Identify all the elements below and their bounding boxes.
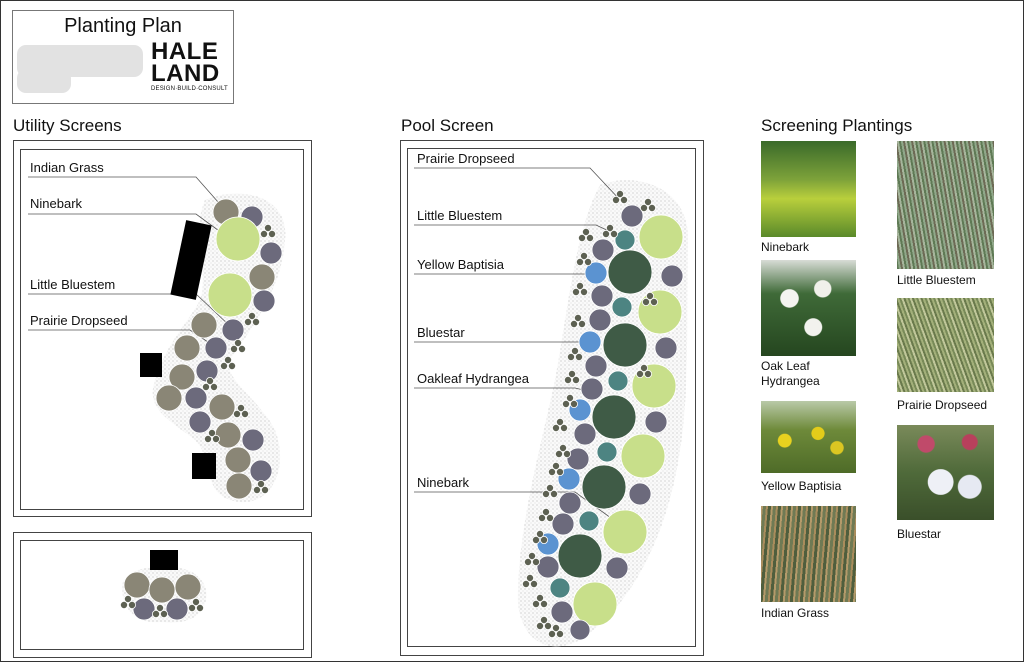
- little-bluestem-plant: [621, 205, 643, 227]
- prairie-dropseed-plant: [202, 383, 209, 390]
- prairie-dropseed-plant: [572, 288, 579, 295]
- indian-grass-plant: [215, 422, 241, 448]
- prairie-dropseed-plant: [575, 353, 582, 360]
- little-bluestem-plant: [253, 290, 275, 312]
- prairie-dropseed-plant: [580, 288, 587, 295]
- prairie-dropseed-plant: [241, 410, 248, 417]
- oakleaf-hydrangea-plant: [550, 578, 570, 598]
- ninebark-plant: [603, 510, 647, 554]
- prairie-dropseed-plant: [524, 558, 531, 565]
- prairie-dropseed-plant: [260, 230, 267, 237]
- prairie-dropseed-plant: [556, 630, 563, 637]
- page-title: Planting Plan: [64, 15, 182, 37]
- caption-indian-grass: Indian Grass: [761, 606, 830, 620]
- label-ninebark: Ninebark: [30, 196, 83, 211]
- prairie-dropseed-plant: [544, 622, 551, 629]
- prairie-dropseed-plant: [555, 450, 562, 457]
- prairie-dropseed-plant: [128, 601, 135, 608]
- prairie-dropseed-plant: [538, 514, 545, 521]
- prairie-dropseed-plant: [244, 318, 251, 325]
- little-bluestem-plant: [250, 460, 272, 482]
- prairie-dropseed-plant: [546, 514, 553, 521]
- bluestar-plant: [579, 331, 601, 353]
- utility-box-2: [140, 353, 162, 377]
- prairie-dropseed-plant: [563, 450, 570, 457]
- oakleaf-hydrangea-plant: [597, 442, 617, 462]
- prairie-dropseed-plant: [261, 486, 268, 493]
- prairie-dropseed-plant: [196, 604, 203, 611]
- prairie-dropseed-plant: [540, 536, 547, 543]
- prairie-dropseed-plant: [268, 230, 275, 237]
- photo-little-bluestem: [897, 141, 994, 269]
- yellow-baptisia-plant: [592, 395, 636, 439]
- logo-tagline: DESIGN·BUILD·CONSULT: [151, 86, 228, 92]
- prairie-dropseed-plant: [253, 486, 260, 493]
- little-bluestem-plant: [645, 411, 667, 433]
- oakleaf-hydrangea-plant: [612, 297, 632, 317]
- utility-screens-heading: Utility Screens: [13, 116, 122, 135]
- caption-yellow-baptisia: Yellow Baptisia: [761, 479, 842, 493]
- prairie-dropseed-plant: [530, 580, 537, 587]
- screening-plantings-heading: Screening Plantings: [761, 116, 913, 135]
- little-bluestem-plant: [559, 492, 581, 514]
- indian-grass-plant: [191, 312, 217, 338]
- ninebark-plant: [638, 290, 682, 334]
- little-bluestem-plant: [606, 557, 628, 579]
- yellow-baptisia-plant: [582, 465, 626, 509]
- prairie-dropseed-plant: [238, 345, 245, 352]
- ninebark-plant: [573, 582, 617, 626]
- indian-grass-plant: [226, 473, 252, 499]
- caption-oak-leaf-hydrangea: Oak Leaf Hydrangea: [761, 359, 820, 388]
- little-bluestem-plant: [655, 337, 677, 359]
- pool-screen-heading: Pool Screen: [401, 116, 494, 135]
- prairie-dropseed-plant: [550, 490, 557, 497]
- prairie-dropseed-plant: [152, 610, 159, 617]
- yellow-baptisia-plant: [558, 534, 602, 578]
- prairie-dropseed-plant: [562, 400, 569, 407]
- little-bluestem-plant: [574, 423, 596, 445]
- little-bluestem-plant: [189, 411, 211, 433]
- little-bluestem-plant: [537, 556, 559, 578]
- prairie-dropseed-plant: [570, 320, 577, 327]
- prairie-dropseed-plant: [212, 435, 219, 442]
- prairie-dropseed-plant: [532, 600, 539, 607]
- little-bluestem-plant: [133, 598, 155, 620]
- ninebark-plant: [216, 217, 260, 261]
- prairie-dropseed-plant: [540, 600, 547, 607]
- indian-grass-plant: [156, 385, 182, 411]
- prairie-dropseed-plant: [648, 204, 655, 211]
- photo-ninebark: [761, 141, 856, 237]
- ninebark-plant: [208, 273, 252, 317]
- prairie-dropseed-plant: [640, 204, 647, 211]
- photo-oak-leaf-hydrangea: [761, 260, 856, 356]
- prairie-dropseed-plant: [210, 383, 217, 390]
- prairie-dropseed-plant: [160, 610, 167, 617]
- oakleaf-hydrangea-plant: [608, 371, 628, 391]
- little-bluestem-plant: [222, 319, 244, 341]
- indian-grass-plant: [209, 394, 235, 420]
- prairie-dropseed-plant: [188, 604, 195, 611]
- ninebark-plant: [621, 434, 665, 478]
- indian-grass-plant: [174, 335, 200, 361]
- little-bluestem-plant: [592, 239, 614, 261]
- pool-label-bluestar: Bluestar: [417, 325, 465, 340]
- logo-line2: LAND: [151, 60, 220, 87]
- prairie-dropseed-plant: [522, 580, 529, 587]
- prairie-dropseed-plant: [642, 298, 649, 305]
- yellow-baptisia-plant: [603, 323, 647, 367]
- indian-grass-plant: [175, 574, 201, 600]
- pool-label-ninebark: Ninebark: [417, 475, 470, 490]
- prairie-dropseed-plant: [532, 558, 539, 565]
- prairie-dropseed-plant: [252, 318, 259, 325]
- little-bluestem-plant: [552, 513, 574, 535]
- prairie-dropseed-plant: [602, 230, 609, 237]
- prairie-dropseed-plant: [570, 400, 577, 407]
- prairie-dropseed-plant: [644, 370, 651, 377]
- photo-prairie-dropseed: [897, 298, 994, 392]
- indian-grass-plant: [124, 572, 150, 598]
- utility-box-3: [192, 453, 216, 479]
- prairie-dropseed-plant: [612, 196, 619, 203]
- prairie-dropseed-plant: [120, 601, 127, 608]
- pool-label-prairie-dropseed: Prairie Dropseed: [417, 151, 515, 166]
- little-bluestem-plant: [185, 387, 207, 409]
- caption-prairie-dropseed: Prairie Dropseed: [897, 398, 988, 412]
- prairie-dropseed-plant: [560, 424, 567, 431]
- prairie-dropseed-plant: [204, 435, 211, 442]
- logo-line1: HALE: [151, 38, 219, 65]
- indian-grass-plant: [249, 264, 275, 290]
- prairie-dropseed-plant: [578, 234, 585, 241]
- prairie-dropseed-plant: [542, 490, 549, 497]
- prairie-dropseed-plant: [620, 196, 627, 203]
- little-bluestem-plant: [242, 429, 264, 451]
- prairie-dropseed-plant: [556, 468, 563, 475]
- prairie-dropseed-plant: [650, 298, 657, 305]
- label-little-bluestem: Little Bluestem: [30, 277, 116, 292]
- pool-label-little-bluestem: Little Bluestem: [417, 208, 503, 223]
- little-bluestem-plant: [629, 483, 651, 505]
- prairie-dropseed-plant: [548, 630, 555, 637]
- little-bluestem-plant: [581, 378, 603, 400]
- ninebark-plant: [639, 215, 683, 259]
- little-bluestem-plant: [589, 309, 611, 331]
- prairie-dropseed-plant: [230, 345, 237, 352]
- little-bluestem-plant: [567, 448, 589, 470]
- prairie-dropseed-plant: [228, 362, 235, 369]
- prairie-dropseed-plant: [233, 410, 240, 417]
- prairie-dropseed-plant: [576, 258, 583, 265]
- prairie-dropseed-plant: [636, 370, 643, 377]
- prairie-dropseed-plant: [584, 258, 591, 265]
- little-bluestem-plant: [205, 337, 227, 359]
- photo-yellow-baptisia: [761, 401, 856, 473]
- utility-box-4: [150, 550, 178, 570]
- pool-label-yellow-baptisia: Yellow Baptisia: [417, 257, 504, 272]
- prairie-dropseed-plant: [548, 468, 555, 475]
- little-bluestem-plant: [260, 242, 282, 264]
- indian-grass-plant: [225, 447, 251, 473]
- label-indian-grass: Indian Grass: [30, 160, 104, 175]
- little-bluestem-plant: [591, 285, 613, 307]
- photo-indian-grass: [761, 506, 856, 602]
- label-prairie-dropseed: Prairie Dropseed: [30, 313, 128, 328]
- prairie-dropseed-plant: [572, 376, 579, 383]
- caption-bluestar: Bluestar: [897, 527, 942, 541]
- prairie-dropseed-plant: [552, 424, 559, 431]
- prairie-dropseed-plant: [220, 362, 227, 369]
- yellow-baptisia-plant: [608, 250, 652, 294]
- prairie-dropseed-plant: [564, 376, 571, 383]
- pool-label-oakleaf-hydrangea: Oakleaf Hydrangea: [417, 371, 530, 386]
- prairie-dropseed-plant: [532, 536, 539, 543]
- prairie-dropseed-plant: [610, 230, 617, 237]
- indian-grass-plant: [149, 577, 175, 603]
- prairie-dropseed-plant: [586, 234, 593, 241]
- little-bluestem-plant: [551, 601, 573, 623]
- prairie-dropseed-plant: [578, 320, 585, 327]
- oakleaf-hydrangea-plant: [615, 230, 635, 250]
- caption-little-bluestem: Little Bluestem: [897, 273, 976, 287]
- little-bluestem-plant: [661, 265, 683, 287]
- prairie-dropseed-plant: [536, 622, 543, 629]
- oakleaf-hydrangea-plant: [579, 511, 599, 531]
- prairie-dropseed-plant: [567, 353, 574, 360]
- caption-ninebark: Ninebark: [761, 240, 810, 254]
- photo-bluestar: [897, 425, 994, 520]
- little-bluestem-plant: [166, 598, 188, 620]
- little-bluestem-plant: [585, 355, 607, 377]
- little-bluestem-plant: [570, 620, 590, 640]
